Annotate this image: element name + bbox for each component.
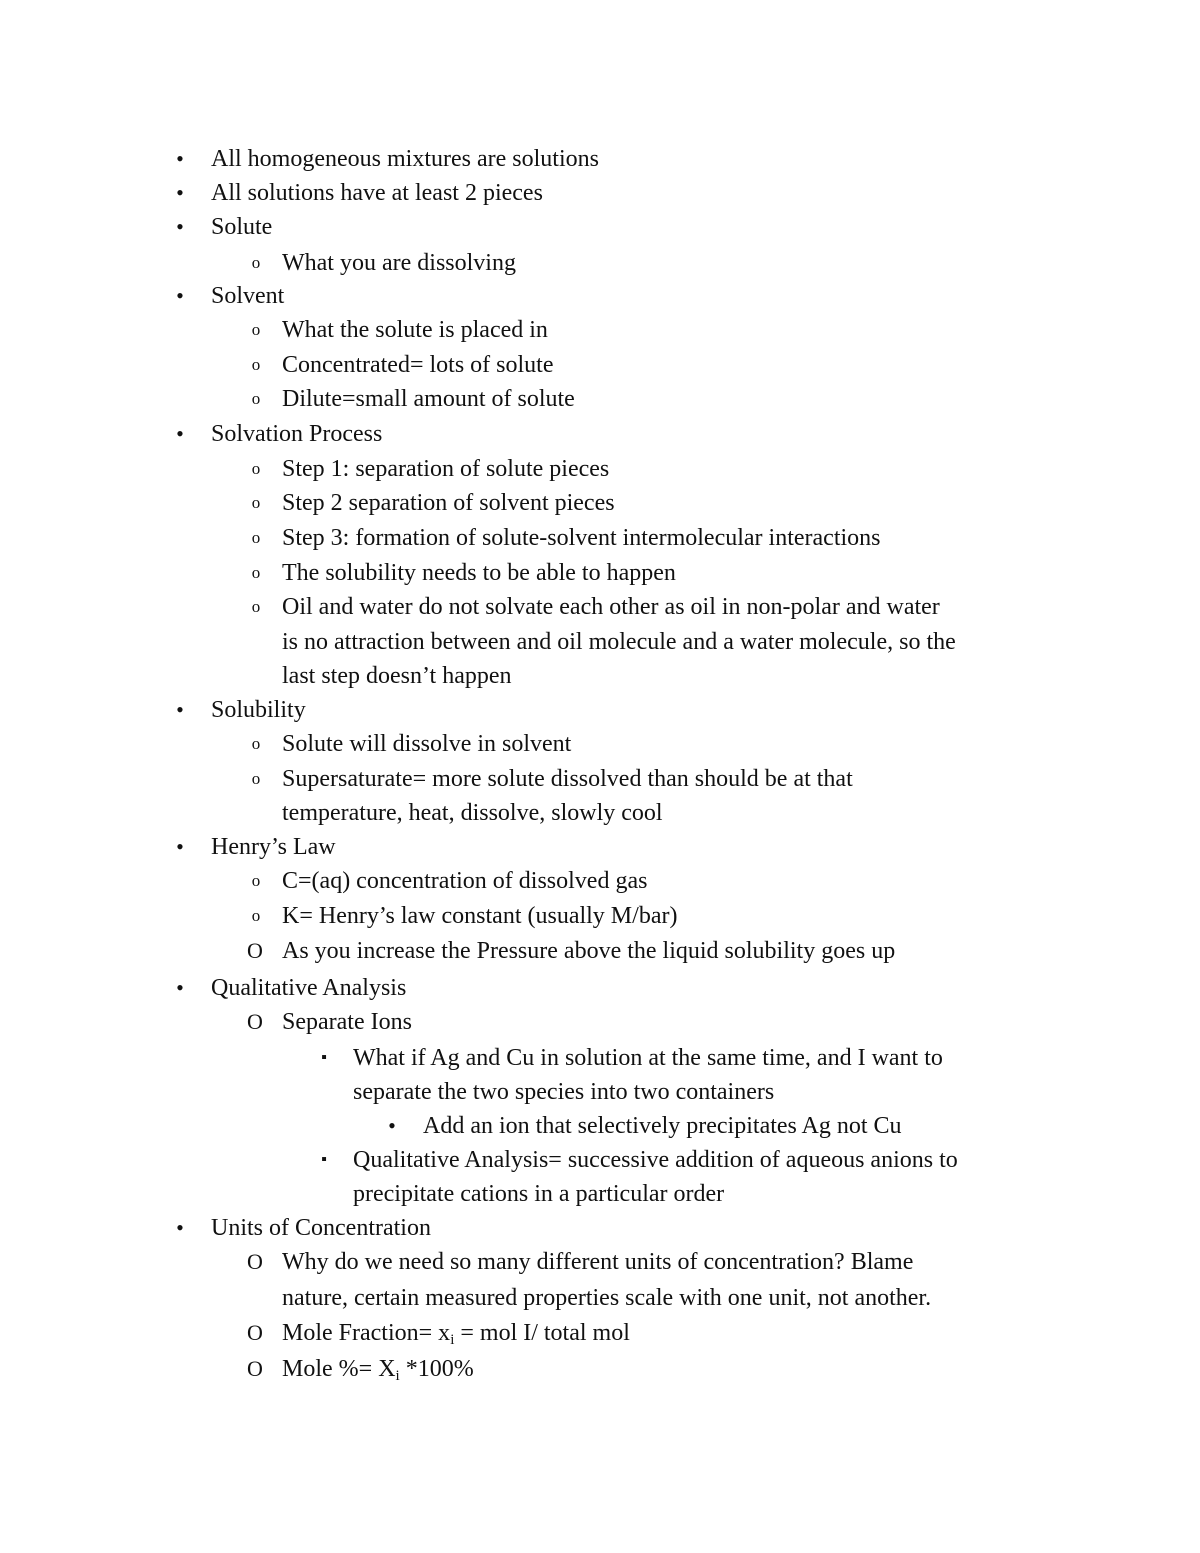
bullet-disc: • bbox=[176, 975, 184, 1000]
bullet-big-o: O bbox=[247, 1009, 263, 1034]
bullet-small-o: o bbox=[251, 597, 261, 616]
bullet-big-o: O bbox=[247, 1249, 263, 1274]
bullet-disc: • bbox=[176, 1215, 184, 1240]
bullet-small-o: o bbox=[251, 734, 261, 753]
bullet-disc: • bbox=[176, 697, 184, 722]
note-line: Concentrated= lots of solute bbox=[282, 352, 554, 378]
note-line: What if Ag and Cu in solution at the same time, and I want to bbox=[353, 1045, 943, 1071]
bullet-square: ▪ bbox=[321, 1151, 327, 1168]
bullet-disc: • bbox=[176, 421, 184, 446]
note-line: What the solute is placed in bbox=[282, 317, 548, 343]
note-line: K= Henry’s law constant (usually M/bar) bbox=[282, 903, 678, 929]
formula-text: *100% bbox=[399, 1356, 474, 1382]
note-heading: Units of Concentration bbox=[211, 1215, 431, 1241]
bullet-disc: • bbox=[388, 1113, 396, 1138]
bullet-small-o: o bbox=[251, 459, 261, 478]
note-line: Step 3: formation of solute-solvent intermolecular interactions bbox=[282, 525, 881, 551]
note-line-continuation: temperature, heat, dissolve, slowly cool bbox=[282, 800, 663, 826]
bullet-small-o: o bbox=[251, 769, 261, 788]
bullet-big-o: O bbox=[247, 938, 263, 963]
bullet-small-o: o bbox=[251, 320, 261, 339]
formula-subscript: i bbox=[450, 1331, 455, 1348]
bullet-small-o: o bbox=[251, 389, 261, 408]
note-line: Step 1: separation of solute pieces bbox=[282, 456, 610, 482]
bullet-disc: • bbox=[176, 214, 184, 239]
note-line-continuation: is no attraction between and oil molecule and a water molecule, so the bbox=[282, 629, 956, 655]
note-line-continuation: last step doesn’t happen bbox=[282, 663, 512, 689]
note-line-continuation: precipitate cations in a particular order bbox=[353, 1181, 725, 1207]
bullet-disc: • bbox=[176, 180, 184, 205]
note-heading: Qualitative Analysis bbox=[211, 975, 407, 1001]
formula-text: Mole Fraction= x bbox=[282, 1320, 451, 1346]
bullet-small-o: o bbox=[251, 906, 261, 925]
note-line: Separate Ions bbox=[282, 1009, 412, 1035]
mole-percent-formula bbox=[282, 1354, 474, 1384]
note-line: Supersaturate= more solute dissolved than should be at that bbox=[282, 766, 853, 792]
note-line: C=(aq) concentration of dissolved gas bbox=[282, 868, 648, 894]
mole-fraction-formula bbox=[282, 1318, 630, 1348]
bullet-big-o: O bbox=[247, 1356, 263, 1381]
bullet-small-o: o bbox=[251, 528, 261, 547]
note-line: All solutions have at least 2 pieces bbox=[211, 180, 543, 206]
note-heading: Solvation Process bbox=[211, 421, 383, 447]
formula-subscript: i bbox=[395, 1367, 400, 1384]
note-line: Qualitative Analysis= successive addition of aqueous anions to bbox=[353, 1147, 958, 1173]
bullet-big-o: O bbox=[247, 1320, 263, 1345]
bullet-square: ▪ bbox=[321, 1049, 327, 1066]
note-line-continuation: separate the two species into two containers bbox=[353, 1079, 775, 1105]
note-heading: Solubility bbox=[211, 697, 306, 723]
note-heading: Solute bbox=[211, 214, 273, 240]
bullet-small-o: o bbox=[251, 253, 261, 272]
note-heading: Solvent bbox=[211, 283, 285, 309]
bullet-small-o: o bbox=[251, 493, 261, 512]
note-line: As you increase the Pressure above the liquid solubility goes up bbox=[282, 938, 896, 964]
note-line: Add an ion that selectively precipitates Ag not Cu bbox=[423, 1113, 902, 1139]
bullet-small-o: o bbox=[251, 871, 261, 890]
note-line: Dilute=small amount of solute bbox=[282, 386, 575, 412]
bullet-small-o: o bbox=[251, 355, 261, 374]
note-line: Solute will dissolve in solvent bbox=[282, 731, 572, 757]
note-line-continuation: nature, certain measured properties scale with one unit, not another. bbox=[282, 1285, 932, 1311]
bullet-disc: • bbox=[176, 283, 184, 308]
note-line: What you are dissolving bbox=[282, 250, 516, 276]
bullet-disc: • bbox=[176, 834, 184, 859]
note-line: The solubility needs to be able to happen bbox=[282, 560, 676, 586]
bullet-small-o: o bbox=[251, 563, 261, 582]
note-heading: Henry’s Law bbox=[211, 834, 336, 860]
formula-text: = mol I/ total mol bbox=[454, 1320, 630, 1346]
note-line: Why do we need so many different units of concentration? Blame bbox=[282, 1249, 914, 1275]
note-line: Step 2 separation of solvent pieces bbox=[282, 490, 615, 516]
bullet-disc: • bbox=[176, 146, 184, 171]
formula-text: Mole %= X bbox=[282, 1356, 396, 1382]
note-line: All homogeneous mixtures are solutions bbox=[211, 146, 599, 172]
note-line: Oil and water do not solvate each other as oil in non-polar and water bbox=[282, 594, 940, 620]
